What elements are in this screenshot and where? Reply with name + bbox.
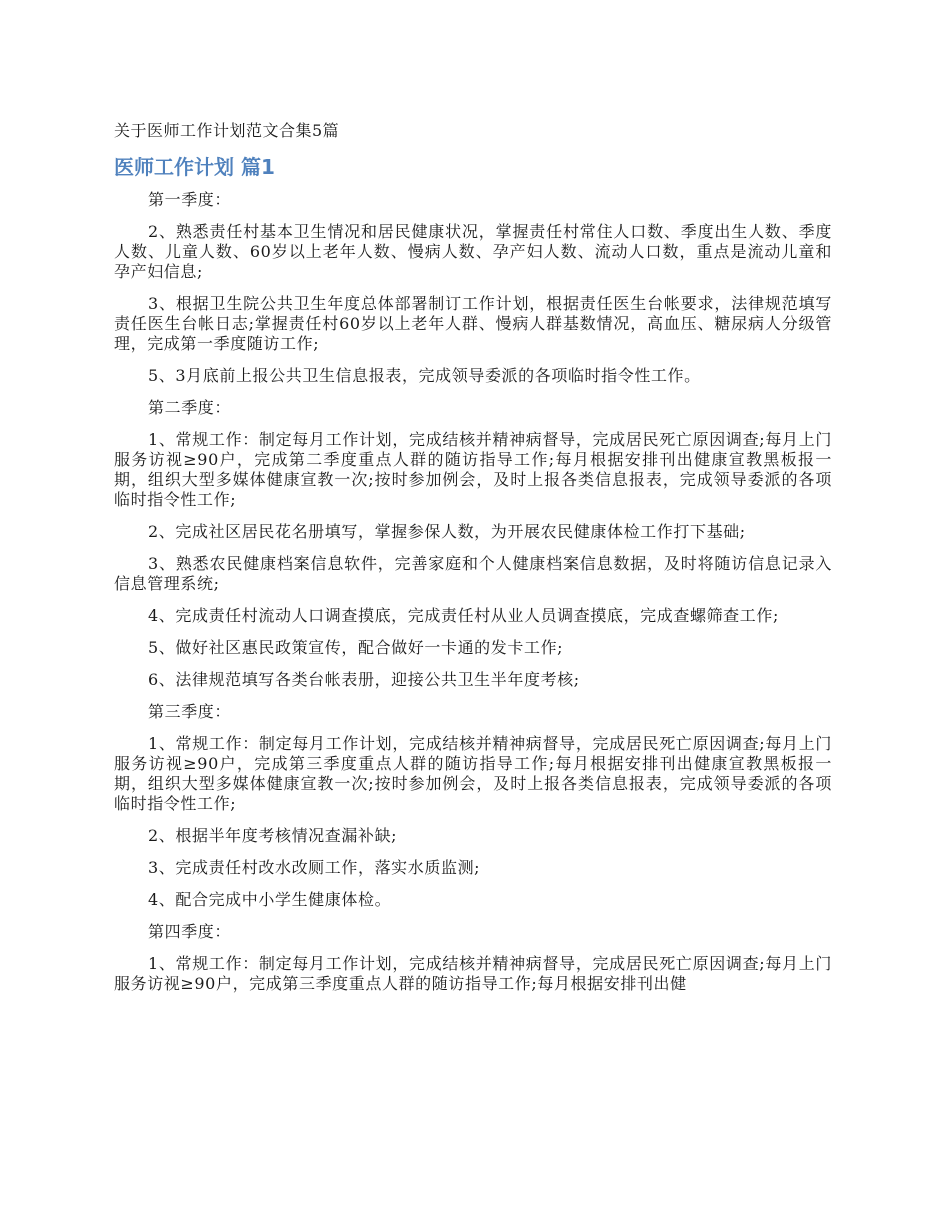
paragraph: 4、完成责任村流动人口调查摸底，完成责任村从业人员调查摸底，完成查螺筛查工作; (148, 606, 779, 625)
paragraph: 3、熟悉农民健康档案信息软件，完善家庭和个人健康档案信息数据，及时将随访信息记录入信息管理系统; (114, 554, 832, 593)
section-heading: 医师工作计划 篇1 (114, 155, 275, 179)
paragraph-q1-label: 第一季度： (148, 190, 232, 209)
paragraph-q2-label: 第二季度： (148, 398, 232, 417)
paragraph-q3-label: 第三季度： (148, 702, 232, 721)
paragraph: 3、根据卫生院公共卫生年度总体部署制订工作计划，根据责任医生台帐要求，法律规范填写责任医生台帐日志;掌握责任村60岁以上老年人群、慢病人群基数情况，高血压、糖尿病人分级管理，完成第一季度随访工作; (114, 294, 832, 353)
paragraph: 1、常规工作：制定每月工作计划，完成结核并精神病督导，完成居民死亡原因调查;每月上门服务访视≥90户，完成第三季度重点人群的随访指导工作;每月根据安排刊出健康宣教黑板报一期，组织大型多媒体健康宣教一次;按时参加例会，及时上报各类信息报表，完成领导委派的各项临时指令性工作; (114, 734, 832, 813)
paragraph: 4、配合完成中小学生健康体检。 (148, 890, 392, 909)
paragraph: 1、常规工作：制定每月工作计划，完成结核并精神病督导，完成居民死亡原因调查;每月上门服务访视≥90户，完成第二季度重点人群的随访指导工作;每月根据安排刊出健康宣教黑板报一期，组织大型多媒体健康宣教一次;按时参加例会，及时上报各类信息报表，完成领导委派的各项临时指令性工作; (114, 430, 832, 509)
paragraph: 5、3月底前上报公共卫生信息报表，完成领导委派的各项临时指令性工作。 (148, 366, 701, 385)
document-title: 关于医师工作计划范文合集5篇 (114, 121, 340, 140)
document-body (114, 190, 832, 994)
paragraph: 6、法律规范填写各类台帐表册，迎接公共卫生半年度考核; (148, 670, 580, 689)
paragraph: 2、熟悉责任村基本卫生情况和居民健康状况，掌握责任村常住人口数、季度出生人数、季度人数、儿童人数、60岁以上老年人数、慢病人数、孕产妇人数、流动人口数，重点是流动儿童和孕产妇信息; (114, 222, 832, 281)
paragraph: 2、根据半年度考核情况查漏补缺; (148, 826, 398, 845)
paragraph: 1、常规工作：制定每月工作计划，完成结核并精神病督导，完成居民死亡原因调查;每月上门服务访视≥90户，完成第三季度重点人群的随访指导工作;每月根据安排刊出健 (114, 954, 832, 993)
document-page (114, 118, 832, 1006)
paragraph-q4-label: 第四季度： (148, 922, 232, 941)
paragraph: 3、完成责任村改水改厕工作，落实水质监测; (148, 858, 481, 877)
paragraph: 2、完成社区居民花名册填写，掌握参保人数，为开展农民健康体检工作打下基础; (148, 522, 746, 541)
paragraph: 5、做好社区惠民政策宣传，配合做好一卡通的发卡工作; (148, 638, 564, 657)
